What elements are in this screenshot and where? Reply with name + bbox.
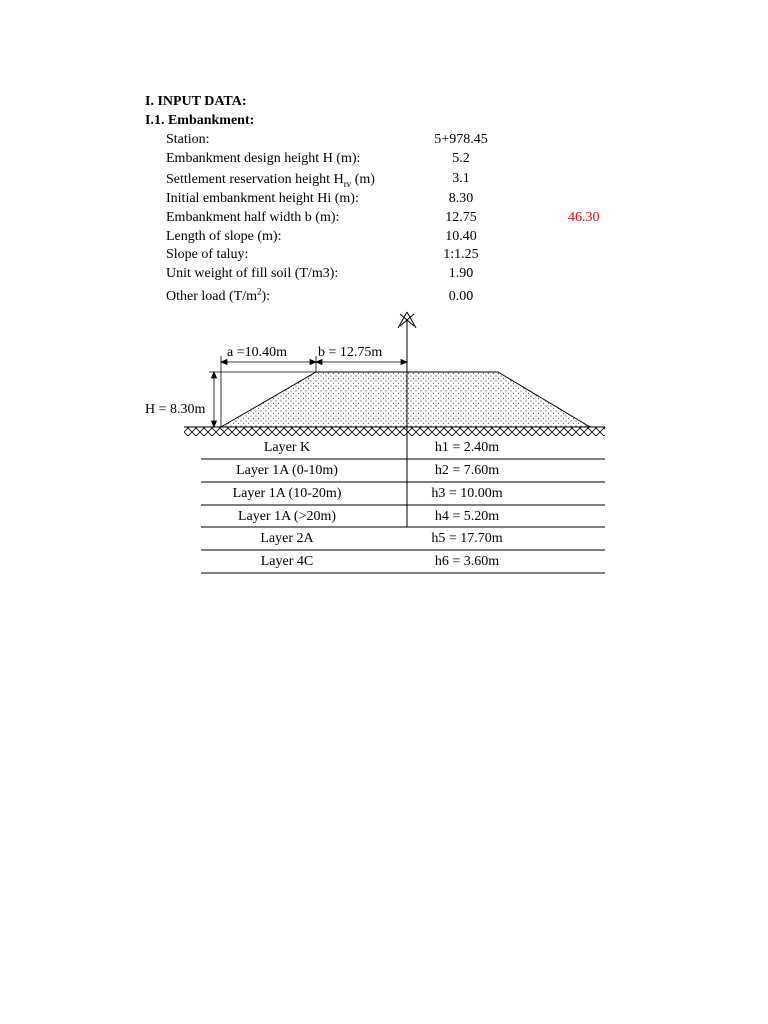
label-text-end: ): bbox=[261, 289, 271, 304]
ground-hatch bbox=[184, 427, 605, 436]
dimension-a-label: a =10.40m bbox=[227, 345, 287, 360]
dimension-b-label: b = 12.75m bbox=[318, 345, 383, 360]
embankment-diagram bbox=[0, 300, 768, 590]
param-label-initial-height: Initial embankment height Hi (m): bbox=[166, 191, 359, 206]
param-value-slope-length: 10.40 bbox=[445, 229, 477, 244]
layer-name: Layer 1A (>20m) bbox=[237, 509, 337, 524]
param-value-design-height: 5.2 bbox=[452, 151, 470, 166]
label-text-end: (m) bbox=[351, 172, 375, 187]
param-label-slope-length: Length of slope (m): bbox=[166, 229, 282, 244]
layer-name: Layer 4C bbox=[260, 554, 314, 569]
param-value-slope-taluy: 1:1.25 bbox=[443, 247, 479, 262]
param-value-unit-weight: 1.90 bbox=[448, 266, 474, 281]
param-value-half-width: 12.75 bbox=[445, 210, 477, 225]
layer-name: Layer 1A (0-10m) bbox=[236, 463, 338, 478]
param-label-settlement-reservation bbox=[166, 172, 375, 188]
layer-thickness: h5 = 17.70m bbox=[431, 531, 503, 546]
layer-thickness: h3 = 10.00m bbox=[431, 486, 503, 501]
param-value-initial-height: 8.30 bbox=[448, 191, 474, 206]
layer-name: Layer K bbox=[263, 440, 311, 455]
param-value-station: 5+978.45 bbox=[434, 132, 488, 147]
label-superscript: 2 bbox=[256, 286, 262, 297]
layer-thickness: h4 = 5.20m bbox=[434, 509, 500, 524]
layer-name: Layer 1A (10-20m) bbox=[232, 486, 342, 501]
layer-name: Layer 2A bbox=[260, 531, 314, 546]
section-heading: I. INPUT DATA: bbox=[145, 94, 247, 109]
param-label-slope-taluy: Slope of taluy: bbox=[166, 247, 249, 262]
param-label-design-height: Embankment design height H (m): bbox=[166, 151, 361, 166]
layer-thickness: h1 = 2.40m bbox=[434, 440, 500, 455]
label-text: Settlement reservation height H bbox=[166, 172, 344, 187]
embankment-fill bbox=[221, 372, 590, 427]
label-text: Other load (T/m bbox=[166, 289, 257, 304]
param-label-unit-weight: Unit weight of fill soil (T/m3): bbox=[166, 266, 339, 281]
param-label-half-width: Embankment half width b (m): bbox=[166, 210, 340, 225]
dimension-h-label: H = 8.30m bbox=[145, 402, 206, 417]
param-value-settlement-reservation: 3.1 bbox=[452, 171, 470, 186]
label-subscript: rv bbox=[343, 178, 352, 189]
param-value-other-load: 0.00 bbox=[448, 289, 474, 304]
layer-thickness: h2 = 7.60m bbox=[434, 463, 500, 478]
param-label-station: Station: bbox=[166, 132, 210, 147]
layer-thickness: h6 = 3.60m bbox=[434, 554, 500, 569]
param-extra-half-width: 46.30 bbox=[568, 210, 600, 225]
subsection-heading: I.1. Embankment: bbox=[145, 113, 255, 128]
